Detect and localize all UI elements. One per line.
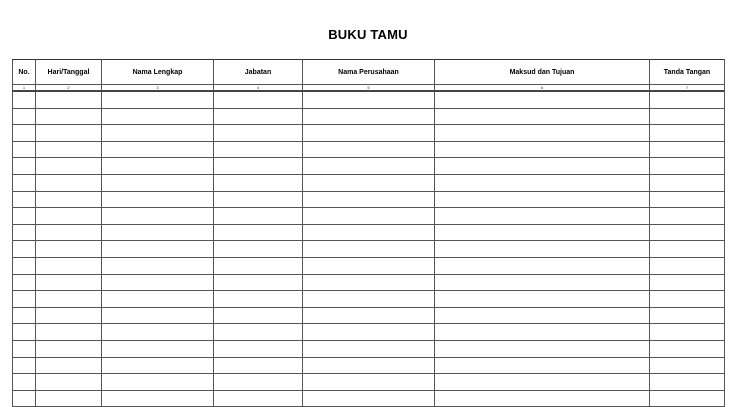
table-cell[interactable] [102,374,214,391]
table-cell[interactable] [102,324,214,341]
table-cell[interactable] [102,125,214,142]
table-cell[interactable] [303,324,435,341]
table-cell[interactable] [13,307,36,324]
column-number: 6 [435,85,650,92]
table-cell[interactable] [303,241,435,258]
table-cell[interactable] [36,241,102,258]
table-cell[interactable] [36,191,102,208]
table-cell[interactable] [650,158,725,175]
table-cell[interactable] [102,158,214,175]
table-cell[interactable] [435,241,650,258]
table-cell[interactable] [13,241,36,258]
table-cell[interactable] [435,141,650,158]
table-cell[interactable] [36,374,102,391]
table-cell[interactable] [102,340,214,357]
table-cell[interactable] [650,174,725,191]
table-cell[interactable] [36,257,102,274]
table-cell[interactable] [303,174,435,191]
table-row [13,224,725,241]
table-cell[interactable] [214,257,303,274]
table-cell[interactable] [102,274,214,291]
table-cell[interactable] [650,374,725,391]
table-cell[interactable] [214,125,303,142]
table-cell[interactable] [13,390,36,407]
table-cell[interactable] [13,125,36,142]
table-cell[interactable] [435,324,650,341]
table-cell[interactable] [214,374,303,391]
table-cell[interactable] [650,291,725,308]
table-cell[interactable] [435,257,650,274]
table-cell[interactable] [36,291,102,308]
table-cell[interactable] [435,390,650,407]
table-cell[interactable] [13,191,36,208]
table-row [13,241,725,258]
table-cell[interactable] [303,340,435,357]
header-date: Hari/Tanggal [36,60,102,85]
column-number: 3 [102,85,214,92]
table-cell[interactable] [435,158,650,175]
table-cell[interactable] [435,274,650,291]
table-cell[interactable] [214,307,303,324]
table-cell[interactable] [650,91,725,108]
header-full-name: Nama Lengkap [102,60,214,85]
table-cell[interactable] [36,307,102,324]
table-cell[interactable] [435,108,650,125]
table-cell[interactable] [303,108,435,125]
table-cell[interactable] [303,357,435,374]
table-row [13,191,725,208]
table-cell[interactable] [13,224,36,241]
table-cell[interactable] [36,125,102,142]
table-cell[interactable] [214,291,303,308]
table-cell[interactable] [435,291,650,308]
table-cell[interactable] [303,191,435,208]
table-cell[interactable] [102,108,214,125]
table-cell[interactable] [102,174,214,191]
table-cell[interactable] [102,291,214,308]
table-cell[interactable] [435,174,650,191]
table-cell[interactable] [36,224,102,241]
table-row [13,274,725,291]
table-cell[interactable] [214,174,303,191]
table-cell[interactable] [13,174,36,191]
table-cell[interactable] [650,307,725,324]
table-cell[interactable] [102,91,214,108]
table-cell[interactable] [214,208,303,225]
table-cell[interactable] [303,125,435,142]
table-cell[interactable] [303,224,435,241]
table-cell[interactable] [435,340,650,357]
table-cell[interactable] [102,224,214,241]
table-cell[interactable] [102,307,214,324]
table-cell[interactable] [36,324,102,341]
table-cell[interactable] [435,91,650,108]
column-number: 4 [214,85,303,92]
header-position: Jabatan [214,60,303,85]
table-cell[interactable] [435,208,650,225]
table-cell[interactable] [214,141,303,158]
table-cell[interactable] [303,158,435,175]
table-row [13,307,725,324]
table-row [13,141,725,158]
table-cell[interactable] [102,208,214,225]
table-row [13,291,725,308]
header-row [13,60,725,85]
table-cell[interactable] [36,158,102,175]
table-cell[interactable] [435,224,650,241]
document-title: BUKU TAMU [328,27,408,42]
table-cell[interactable] [435,307,650,324]
table-cell[interactable] [303,91,435,108]
table-cell[interactable] [13,257,36,274]
table-row [13,91,725,108]
column-number: 5 [303,85,435,92]
table-cell[interactable] [650,340,725,357]
table-row [13,324,725,341]
table-cell[interactable] [214,274,303,291]
entry-rows [13,91,725,407]
table-cell[interactable] [36,108,102,125]
table-cell[interactable] [303,374,435,391]
table-cell[interactable] [303,208,435,225]
table-cell[interactable] [102,357,214,374]
table-cell[interactable] [13,108,36,125]
table-cell[interactable] [214,224,303,241]
table-cell[interactable] [650,324,725,341]
table-cell[interactable] [36,91,102,108]
table-cell[interactable] [13,324,36,341]
table-cell[interactable] [303,307,435,324]
table-cell[interactable] [303,390,435,407]
table-cell[interactable] [13,91,36,108]
header-purpose: Maksud dan Tujuan [435,60,650,85]
table-cell[interactable] [650,208,725,225]
table-cell[interactable] [214,340,303,357]
table-cell[interactable] [435,125,650,142]
table-cell[interactable] [650,108,725,125]
table-cell[interactable] [102,390,214,407]
column-number: 1 [13,85,36,92]
table-cell[interactable] [13,357,36,374]
table-cell[interactable] [650,141,725,158]
table-cell[interactable] [214,324,303,341]
table-cell[interactable] [36,390,102,407]
guestbook-sheet [12,59,724,407]
table-row [13,390,725,407]
table-cell[interactable] [13,291,36,308]
header-signature: Tanda Tangan [650,60,725,85]
table-cell[interactable] [13,158,36,175]
table-cell[interactable] [214,390,303,407]
table-cell[interactable] [650,390,725,407]
table-cell[interactable] [36,340,102,357]
table-cell[interactable] [36,141,102,158]
table-cell[interactable] [13,208,36,225]
table-row [13,208,725,225]
table-cell[interactable] [36,357,102,374]
table-row [13,257,725,274]
table-cell[interactable] [303,291,435,308]
table-cell[interactable] [36,208,102,225]
table-cell[interactable] [650,357,725,374]
guestbook-table [12,59,725,407]
table-row [13,174,725,191]
table-cell[interactable] [650,257,725,274]
table-cell[interactable] [214,158,303,175]
column-number: 2 [36,85,102,92]
table-cell[interactable] [303,274,435,291]
table-cell[interactable] [303,257,435,274]
table-cell[interactable] [650,274,725,291]
table-cell[interactable] [435,191,650,208]
table-cell[interactable] [214,357,303,374]
table-row [13,357,725,374]
table-cell[interactable] [435,357,650,374]
table-cell[interactable] [13,274,36,291]
table-cell[interactable] [102,141,214,158]
table-cell[interactable] [435,374,650,391]
table-cell[interactable] [650,191,725,208]
table-row [13,374,725,391]
table-row [13,340,725,357]
table-cell[interactable] [214,191,303,208]
table-cell[interactable] [102,191,214,208]
table-cell[interactable] [102,257,214,274]
table-cell[interactable] [13,340,36,357]
header-company: Nama Perusahaan [303,60,435,85]
table-cell[interactable] [650,125,725,142]
table-cell[interactable] [13,141,36,158]
table-row [13,158,725,175]
table-row [13,108,725,125]
table-cell[interactable] [650,241,725,258]
column-number: 7 [650,85,725,92]
table-cell[interactable] [214,108,303,125]
table-cell[interactable] [36,274,102,291]
table-cell[interactable] [214,241,303,258]
table-cell[interactable] [13,374,36,391]
table-row [13,125,725,142]
table-cell[interactable] [650,224,725,241]
table-cell[interactable] [102,241,214,258]
table-cell[interactable] [303,141,435,158]
header-no: No. [13,60,36,85]
table-cell[interactable] [214,91,303,108]
table-cell[interactable] [36,174,102,191]
